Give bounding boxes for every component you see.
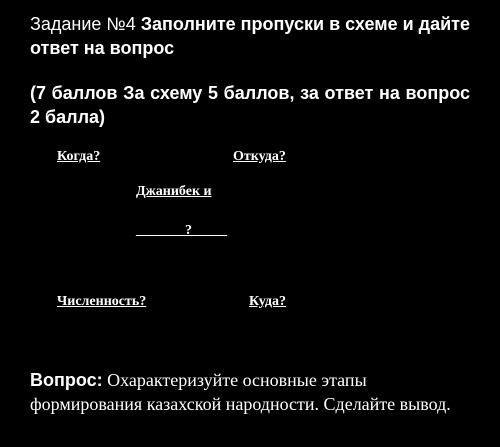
scheme-blank: _______?_____ xyxy=(136,223,227,238)
scheme-label-when: Когда? xyxy=(57,149,101,164)
scheme-label-where-to: Куда? xyxy=(249,294,287,309)
question-text: Охарактеризуйте основные этапы формирования казахской народности. Сделайте вывод. xyxy=(30,370,451,414)
task-number: Задание №4 xyxy=(30,14,136,34)
question-label: Вопрос: xyxy=(30,370,103,390)
task-instruction: Заполните пропуски в схеме и дайте ответ на вопрос xyxy=(30,14,470,58)
scheme-label-count: Численность? xyxy=(57,294,147,309)
scheme-label-name: Джанибек и xyxy=(136,184,212,199)
scheme-label-from-where: Откуда? xyxy=(233,149,286,164)
question-block xyxy=(30,368,470,416)
task-heading xyxy=(30,12,470,60)
points-note: (7 баллов За схему 5 баллов, за ответ на вопрос 2 балла) xyxy=(30,83,470,127)
